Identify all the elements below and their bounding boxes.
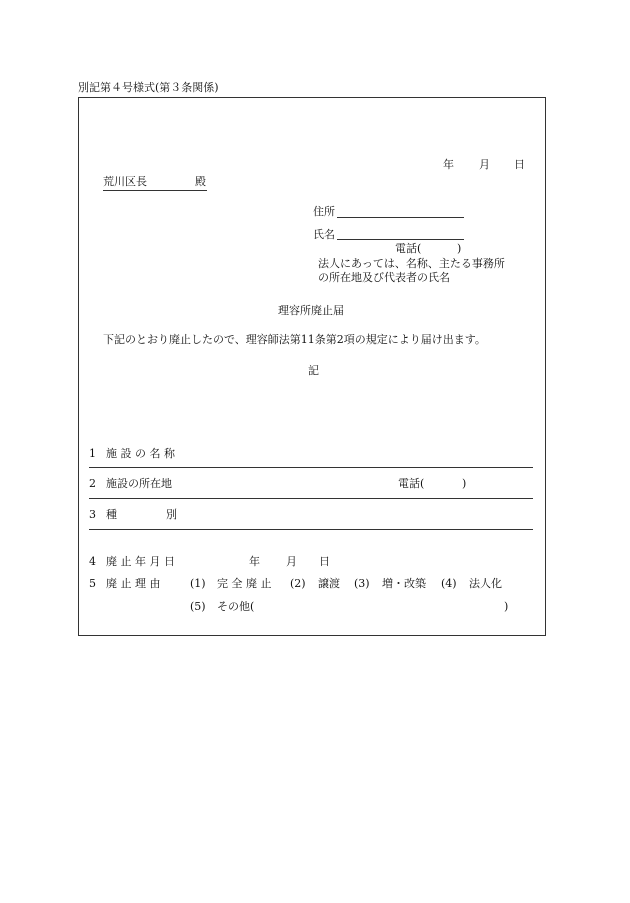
item3-label-b: 別 [166,508,177,521]
item2-label: 施設の所在地 [106,477,172,490]
item4-number: 4 [89,555,96,568]
phone-close: ) [457,242,462,255]
name-field-line[interactable] [337,239,464,240]
item3-label-a: 種 [106,508,117,521]
ki-heading: 記 [308,364,319,377]
date-year-label: 年 [443,158,454,171]
reason-option-4-number: (4) [441,577,457,590]
reason-option-1-text[interactable]: 完 全 廃 止 [217,577,272,590]
reason-option-3-text[interactable]: 増・改築 [382,577,426,590]
item2-number: 2 [89,477,96,490]
address-label: 住所 [313,205,335,218]
address-field-line[interactable] [337,217,464,218]
statement-text: 下記のとおり廃止したので、理容師法第11条第2項の規定により届け出ます。 [103,333,486,346]
item3-field-line[interactable] [89,529,533,530]
document-title: 理容所廃止届 [278,304,344,317]
addressee-name: 荒川区長 [103,175,147,188]
item4-label: 廃 止 年 月 日 [106,555,175,568]
date-month-label: 月 [479,158,490,171]
corp-note-line2: の所在地及び代表者の氏名 [318,271,450,284]
item2-field-line[interactable] [89,498,533,499]
reason-option-3-number: (3) [354,577,370,590]
item4-month: 月 [286,555,297,568]
name-label: 氏名 [313,228,335,241]
item5-label: 廃 止 理 由 [106,577,161,590]
addressee-honorific: 殿 [195,175,206,188]
reason-option-5-number: (5) [190,600,206,613]
reason-option-2-number: (2) [290,577,306,590]
item3-number: 3 [89,508,96,521]
reason-option-1-number: (1) [190,577,206,590]
corp-note-line1: 法人にあっては、名称、主たる事務所 [318,257,505,270]
addressee [103,175,207,191]
item4-year: 年 [249,555,260,568]
reason-option-4-text[interactable]: 法人化 [469,577,502,590]
reason-option-2-text[interactable]: 譲渡 [318,577,340,590]
item2-phone-label: 電話( [398,477,425,490]
form-label: 別記第４号様式(第３条関係) [78,81,219,94]
phone-label: 電話( [395,242,422,255]
item1-number: 1 [89,447,96,460]
item2-phone-close: ) [462,477,467,490]
item1-field-line[interactable] [89,467,533,468]
item4-day: 日 [319,555,330,568]
item1-label: 施 設 の 名 称 [106,447,175,460]
date-day-label: 日 [514,158,525,171]
reason-option-5-text[interactable]: その他( [217,600,255,613]
item5-number: 5 [89,577,96,590]
reason-other-close: ) [504,600,509,613]
